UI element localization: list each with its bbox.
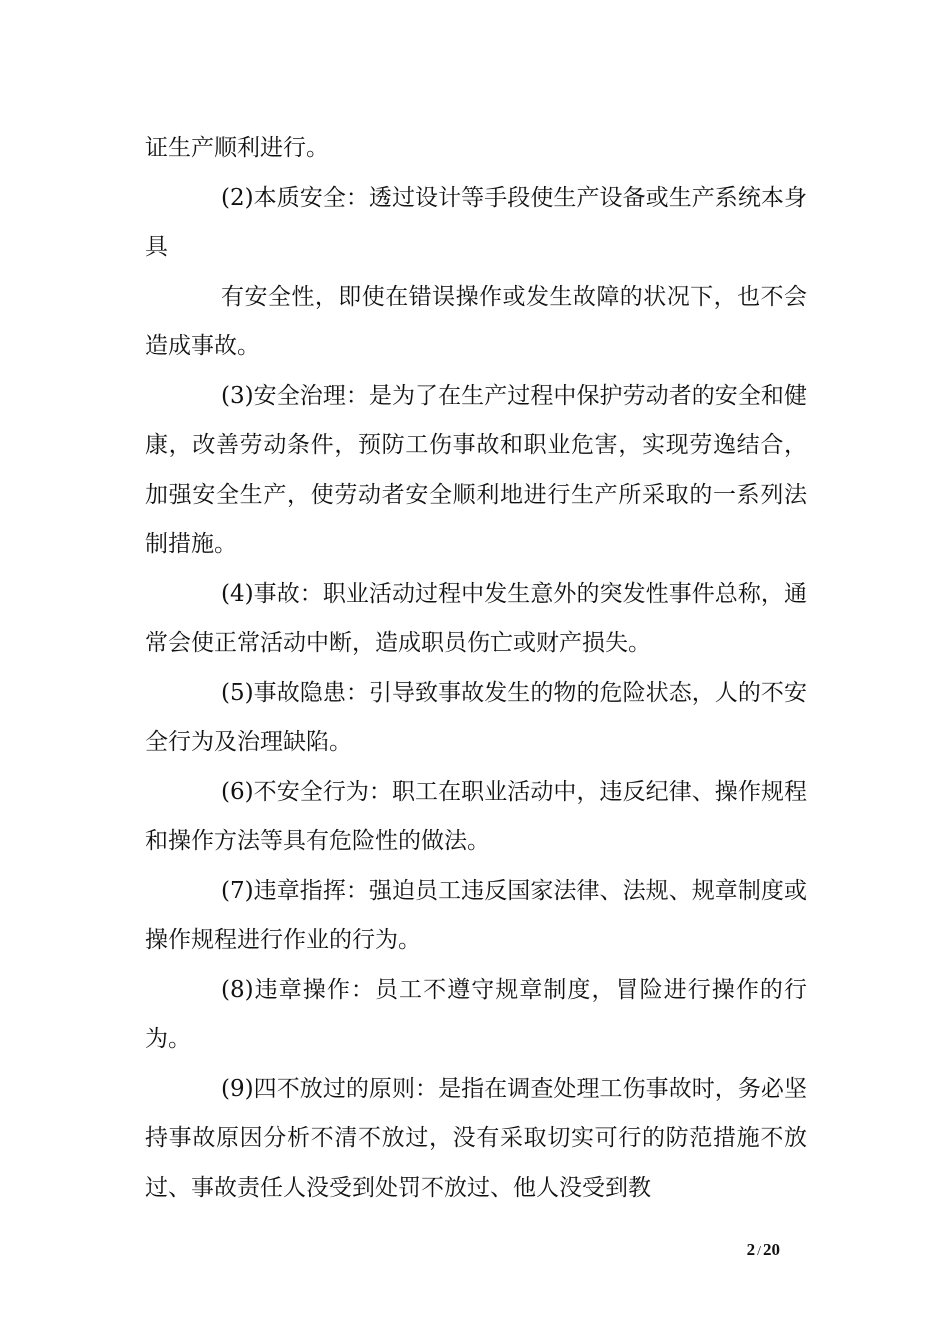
paragraph-5: (4)事故：职业活动过程中发生意外的突发性事件总称，通常会使正常活动中断，造成职员伤亡或财产损失。	[145, 580, 807, 656]
paragraph-4: (3)安全治理：是为了在生产过程中保护劳动者的安全和健康，改善劳动条件，预防工伤事故和职业危害，实现劳逸结合，加强安全生产，使劳动者安全顺利地进行生产所采取的一系列法制措施。	[145, 382, 807, 557]
paragraph-9: (8)违章操作：员工不遵守规章制度，冒险进行操作的行为。	[145, 976, 807, 1052]
page-separator: /	[757, 1244, 761, 1259]
page-number	[700, 1240, 780, 1260]
page-total: 20	[763, 1240, 780, 1259]
document-body	[145, 124, 807, 1213]
paragraph-8: (7)违章指挥：强迫员工违反国家法律、法规、规章制度或操作规程进行作业的行为。	[145, 877, 807, 953]
paragraph-3: 有安全性，即使在错误操作或发生故障的状况下，也不会造成事故。	[145, 283, 807, 359]
paragraph-7: (6)不安全行为：职工在职业活动中，违反纪律、操作规程和操作方法等具有危险性的做法。	[145, 778, 807, 854]
page-current: 2	[746, 1240, 756, 1259]
paragraph-6: (5)事故隐患：引导致事故发生的物的危险状态，人的不安全行为及治理缺陷。	[145, 679, 807, 755]
paragraph-1: 证生产顺利进行。	[145, 135, 329, 161]
paragraph-2: (2)本质安全：透过设计等手段使生产设备或生产系统本身具	[145, 184, 807, 260]
paragraph-10: (9)四不放过的原则：是指在调查处理工伤事故时，务必坚持事故原因分析不清不放过，没有采取切实可行的防范措施不放过、事故责任人没受到处罚不放过、他人没受到教	[145, 1075, 807, 1201]
